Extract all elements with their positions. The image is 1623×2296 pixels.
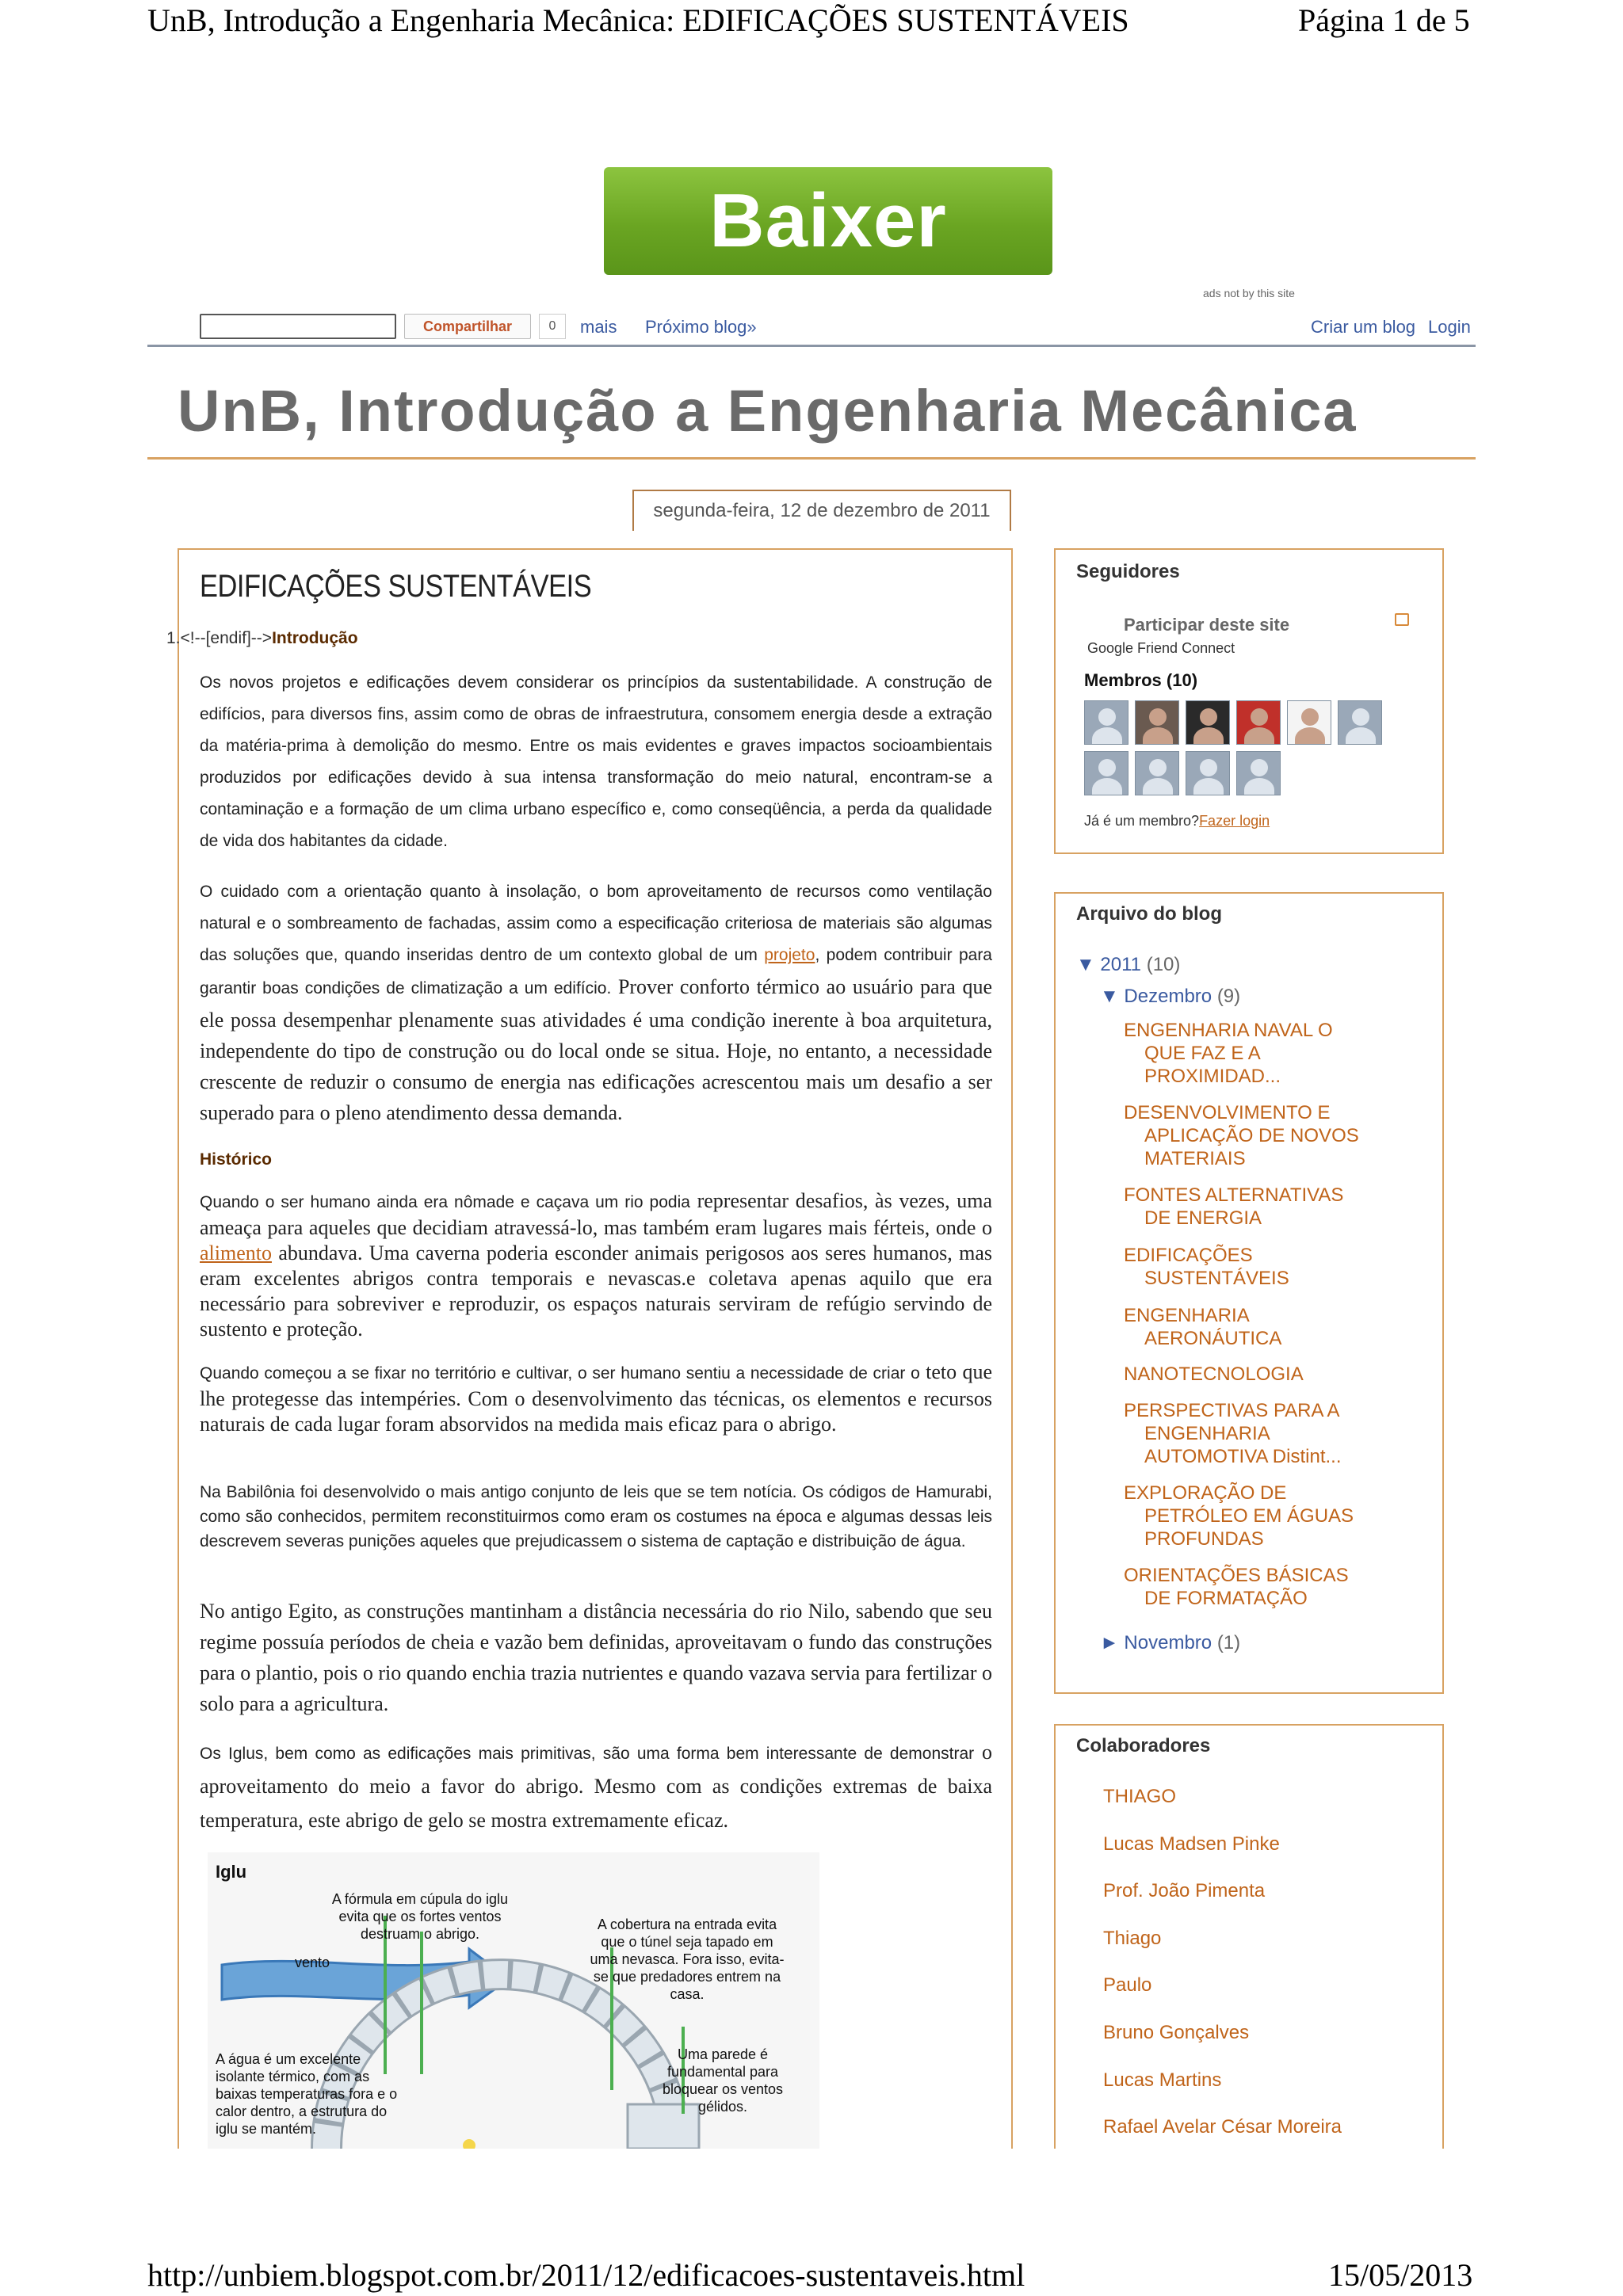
paragraph-egito: No antigo Egito, as construções mantinham a distância necessária do rio Nilo, sabendo que seu regime possuía períodos de cheia e vazão bem definidas, aproveitavam o fundo das construções para o plantio, pois o rio quando enchia trazia nutrientes e quando vazava servia para fertilizar o solo para a agricultura. (200, 1600, 992, 1715)
archive-month-count: (9) (1216, 986, 1241, 1007)
archive-post-line: FONTES ALTERNATIVAS (1124, 1184, 1344, 1206)
archive-post-link[interactable] (1124, 1244, 1289, 1290)
contributor-link[interactable]: Paulo (1103, 1974, 1152, 1997)
print-footer-date: 15/05/2013 (1328, 2257, 1473, 2293)
already-member-label: Já é um membro? (1084, 813, 1200, 829)
archive-month-count: (1) (1216, 1632, 1241, 1653)
print-footer-url: http://unbiem.blogspot.com.br/2011/12/edificacoes-sustentaveis.html (147, 2257, 1025, 2293)
search-input[interactable] (200, 314, 396, 339)
paragraph-iglus (200, 1737, 992, 1839)
archive-post-line: DE FORMATAÇÃO (1144, 1588, 1308, 1609)
paragraph-babilonia: Na Babilônia foi desenvolvido o mais antigo conjunto de leis que se tem notícia. Os códigos de Hamurabi, como são conhecidos, permitem reconstituirmos como eram os costumes na época e algumas dessas leis descrevem severas punições aqueles que prejudicassem o sistema de captação e distribuição de água. (200, 1483, 992, 1550)
paragraph-orientation (200, 876, 992, 1128)
archive-post-line: ORIENTAÇÕES BÁSICAS (1124, 1565, 1349, 1586)
contributor-link[interactable]: Thiago (1103, 1927, 1162, 1949)
blog-title[interactable]: UnB, Introdução a Engenharia Mecânica (178, 378, 1358, 444)
archive-post-line: NANOTECNOLOGIA (1124, 1363, 1304, 1385)
paragraph-intro: Os novos projetos e edificações devem considerar os princípios da sustentabilidade. A construção de edifícios, para diversos fins, assim como de obras de infraestrutura, consomem energia desde a extração da matéria-prima à demolição do mesmo. Entre os mais evidentes e graves impactos socioambientais produzidos por edificações devido à sua intensa transformação do meio natural, encontram-se a contaminação e a formação de um clima urbano específico e, como conseqüência, a perda da qualidade de vida dos habitantes da cidade. (200, 673, 992, 850)
archive-post-line: PERSPECTIVAS PARA A (1124, 1400, 1340, 1421)
archive-month-label: ► Novembro (1100, 1632, 1212, 1653)
archive-post-line: EXPLORAÇÃO DE (1124, 1482, 1287, 1504)
wind-label: vento (295, 1955, 330, 1970)
login-link-followers[interactable]: Fazer login (1199, 813, 1270, 829)
archive-post-link[interactable] (1124, 1564, 1349, 1610)
print-page-number: Página 1 de 5 (1298, 2, 1470, 38)
paragraph-text: teto que lhe protegesse das intempéries. Com o desenvolvimento das técnicas, os elementos e recursos naturais de cada lugar foram absorvidos na medida mais eficaz para o abrigo. (200, 1360, 992, 1436)
archive-year-label: ▼ 2011 (1076, 954, 1142, 975)
alimento-link[interactable]: alimento (200, 1241, 272, 1264)
paragraph-fixar (200, 1360, 992, 1437)
create-blog-link[interactable]: Criar um blog (1311, 317, 1416, 337)
followers-title: Seguidores (1076, 561, 1180, 582)
archive-post-line: EDIFICAÇÕES (1124, 1245, 1253, 1266)
member-avatar[interactable] (1236, 700, 1281, 745)
entrance-note: A cobertura na entrada evita que o túnel seja tapado em uma nevasca. Fora isso, evita-se que predadores entrem na casa. (590, 1917, 785, 2002)
followers-widget (1054, 548, 1444, 854)
post-date: segunda-feira, 12 de dezembro de 2011 (632, 490, 1011, 531)
popup-icon[interactable] (1395, 613, 1409, 626)
join-site-button[interactable]: Participar deste site (1124, 615, 1290, 635)
paragraph-text: representar desafios, às vezes, uma ameaça para aqueles que decidiam atravessá-lo, mas também eram lugares mais férteis, onde o (200, 1189, 992, 1239)
archive-post-line: MATERIAIS (1144, 1148, 1246, 1169)
already-member-text (1084, 813, 1270, 830)
archive-post-line: DESENVOLVIMENTO E (1124, 1102, 1331, 1123)
historico-heading: Histórico (200, 1150, 273, 1169)
title-divider (147, 457, 1476, 460)
intro-heading (166, 629, 358, 648)
archive-post-line: DE ENERGIA (1144, 1207, 1262, 1229)
member-avatar[interactable] (1287, 700, 1331, 745)
projeto-link[interactable]: projeto (764, 946, 815, 964)
contributor-link[interactable]: Bruno Gonçalves (1103, 2022, 1250, 2043)
login-link[interactable]: Login (1428, 317, 1471, 337)
archive-year-count: (10) (1146, 954, 1181, 975)
archive-month-novembro[interactable] (1100, 1632, 1240, 1654)
archive-post-line: SUSTENTÁVEIS (1144, 1268, 1289, 1289)
contributor-link[interactable]: Lucas Martins (1103, 2069, 1222, 2091)
ad-note: ads not by this site (1203, 287, 1295, 299)
figure-title: Iglu (216, 1862, 247, 1882)
archive-post-line: APLICAÇÃO DE NOVOS (1144, 1125, 1359, 1146)
archive-post-line: PROXIMIDAD... (1144, 1066, 1281, 1087)
member-avatar[interactable] (1186, 700, 1230, 745)
archive-post-line: QUE FAZ E A (1144, 1043, 1261, 1064)
ad-banner-text: Baixer (709, 178, 947, 263)
archive-post-link[interactable] (1124, 1101, 1359, 1170)
gfc-label: Google Friend Connect (1087, 640, 1235, 656)
archive-title: Arquivo do blog (1076, 903, 1222, 925)
member-avatar[interactable] (1135, 751, 1179, 795)
contributors-title: Colaboradores (1076, 1735, 1211, 1756)
intro-heading-text: Introdução (272, 629, 358, 647)
archive-post-link[interactable] (1124, 1482, 1354, 1550)
archive-post-link[interactable] (1124, 1363, 1304, 1386)
member-avatar[interactable] (1338, 700, 1382, 745)
archive-post-link[interactable] (1124, 1184, 1343, 1230)
paragraph-text: Prover conforto térmico ao usuário para que ele possa desempenhar plenamente suas atividades é uma condição inerente à boa arquitetura, independente do tipo de construção ou do local onde se situa. Hoje, no entanto, a necessidade crescente de reduzir o consumo de energia nas edificações acrescentou mais um desafio a ser superado para o pleno atendimento dessa demanda. (200, 975, 992, 1124)
dome-note: A fórmula em cúpula do iglu evita que os fortes ventos destruam o abrigo. (331, 1891, 509, 1942)
igloo-illustration (208, 1852, 819, 2149)
share-count: 0 (539, 314, 566, 339)
archive-post-link[interactable] (1124, 1304, 1281, 1350)
more-link[interactable]: mais (580, 317, 617, 337)
water-note: A água é um excelente isolante térmico, com as baixas temperaturas fora e o calor dentro, a estrutura do iglu se mantém. (216, 2051, 398, 2137)
blogger-navbar (147, 309, 1476, 347)
members-label: Membros (10) (1084, 670, 1198, 690)
member-avatar[interactable] (1135, 700, 1179, 745)
member-avatar[interactable] (1084, 700, 1128, 745)
paragraph-text: , podem contribuir para garantir boas condições de climatização a um edifício. (200, 946, 992, 997)
member-avatar[interactable] (1236, 751, 1281, 795)
paragraph-text: o aproveitamento do meio a favor do abrigo. Mesmo com as condições extremas de baixa temperatura, este abrigo de gelo se mostra extremamente eficaz. (200, 1741, 993, 1832)
archive-post-line: AUTOMOTIVA Distint... (1144, 1446, 1342, 1467)
ad-banner[interactable] (604, 167, 1052, 275)
share-button[interactable]: Compartilhar (404, 314, 531, 339)
paragraph-text: Quando o ser humano ainda era nômade e caçava um rio podia (200, 1193, 690, 1211)
archive-post-link[interactable] (1124, 1399, 1341, 1468)
archive-month-dezembro[interactable] (1100, 986, 1240, 1008)
post-title[interactable]: EDIFICAÇÕES SUSTENTÁVEIS (200, 569, 592, 604)
paragraph-text: Os Iglus, bem como as edificações mais primitivas, são uma forma bem interessante de demonstrar (200, 1745, 975, 1763)
paragraph-text: O cuidado com a orientação quanto à insolação, o bom aproveitamento de recursos como ventilação natural e o sombreamento de fachadas, assim como a especificação criteriosa de materiais são algumas das soluções que, quando inseridas dentro de um contexto global de um (200, 883, 992, 964)
archive-year-2011[interactable] (1076, 954, 1180, 976)
archive-month-label: ▼ Dezembro (1100, 986, 1212, 1007)
archive-post-line: PROFUNDAS (1144, 1528, 1264, 1550)
paragraph-historico (200, 1188, 992, 1342)
archive-post-line: ENGENHARIA (1124, 1305, 1250, 1326)
paragraph-text: Quando começou a se fixar no território e cultivar, o ser humano sentiu a necessidade de criar o (200, 1364, 920, 1383)
contributor-link[interactable]: THIAGO (1103, 1786, 1177, 1807)
member-avatar[interactable] (1186, 751, 1230, 795)
contributor-link[interactable]: Lucas Madsen Pinke (1103, 1833, 1280, 1855)
print-header-title: UnB, Introdução a Engenharia Mecânica: EDIFICAÇÕES SUSTENTÁVEIS (147, 2, 1129, 38)
contributor-link[interactable]: Rafael Avelar César Moreira (1103, 2116, 1342, 2138)
paragraph-text: abundava. Uma caverna poderia esconder animais perigosos aos seres humanos, mas eram excelentes abrigos contra temporais e nevascas.e coletava apenas aquilo que era necessário para sobreviver e reproduzir, os espaços naturais serviram de refúgio servindo de sustento e proteção. (200, 1241, 992, 1341)
archive-post-link[interactable] (1124, 1019, 1333, 1088)
archive-post-line: ENGENHARIA (1144, 1423, 1270, 1444)
next-blog-link[interactable]: Próximo blog» (645, 317, 757, 337)
archive-post-line: PETRÓLEO EM ÁGUAS (1144, 1505, 1354, 1527)
contributor-link[interactable]: Prof. João Pimenta (1103, 1880, 1266, 1902)
archive-post-line: AERONÁUTICA (1144, 1328, 1282, 1349)
intro-prefix: 1.<!--[endif]--> (166, 629, 273, 647)
wall-note: Uma parede é fundamental para bloquear os ventos gélidos. (662, 2046, 784, 2115)
member-avatar[interactable] (1084, 751, 1128, 795)
archive-post-line: ENGENHARIA NAVAL O (1124, 1020, 1333, 1041)
